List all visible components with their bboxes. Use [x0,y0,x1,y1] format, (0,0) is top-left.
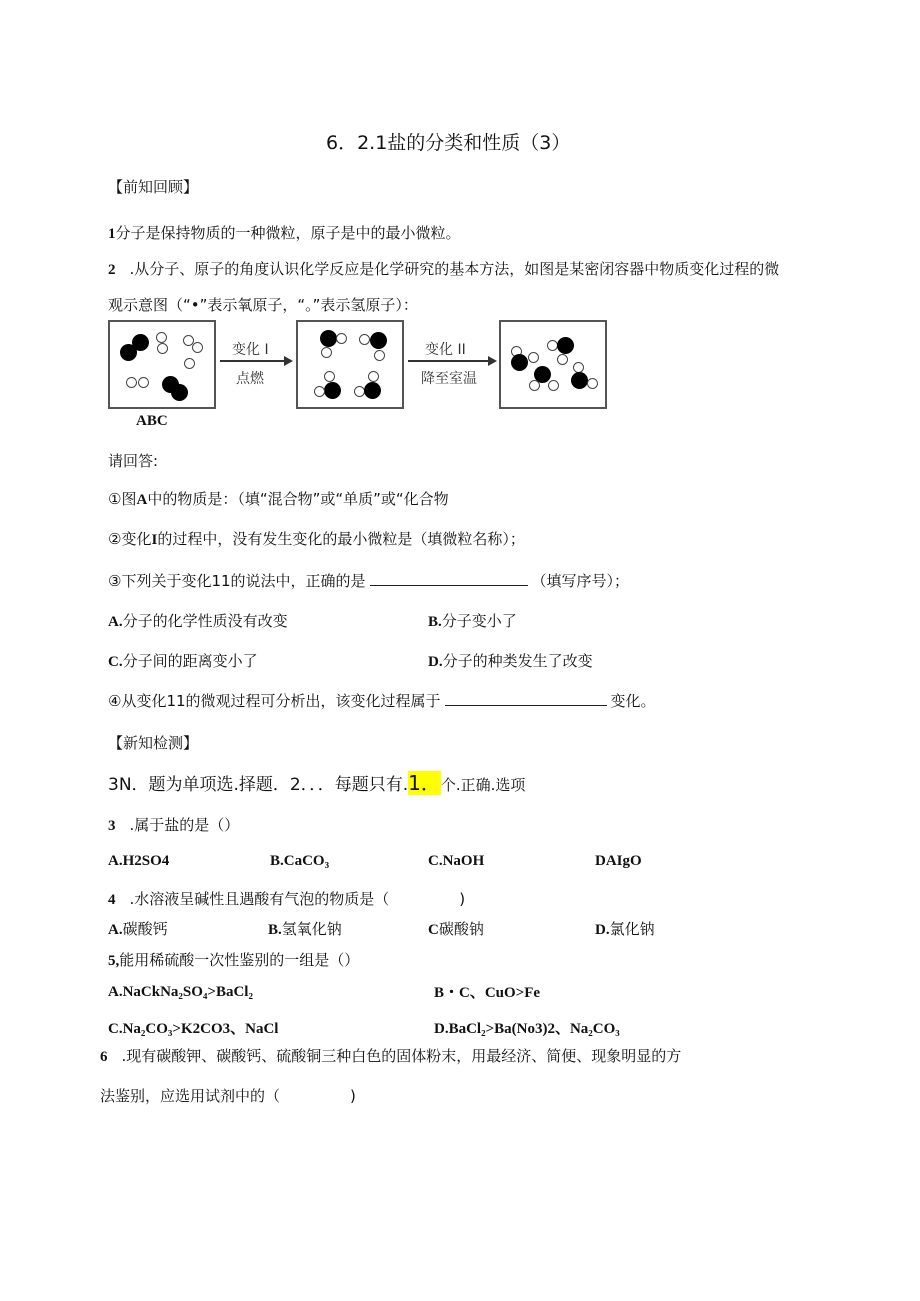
question-text: 能用稀硫酸一次性鉴别的一组是（） [119,951,360,969]
text-post: 中的物质是：（填“混合物”或“单质”或“化合物 [147,490,449,508]
question-6-line2 [100,1086,356,1106]
oxygen-atom [324,382,341,399]
option-q4-a [108,919,168,940]
hydrogen-atom [126,377,137,388]
question-text: 分子是保持物质的一种微粒，原子是中的最小微粒。 [115,224,461,242]
section-heading-check: 【新知检测】 [108,734,199,752]
question-close-paren: ) [459,890,466,908]
question-text: .水溶液呈碱性且遇酸有气泡的物质是（ [129,890,390,908]
question-number: 5, [108,953,120,969]
diagram-label: ABC [136,413,168,429]
text-bold: I [151,532,158,548]
question-number: 6 [100,1049,108,1065]
hydrogen-atom [157,343,168,354]
hydrogen-atom [548,380,559,391]
hydrogen-atom [359,334,370,345]
question-3 [108,815,239,836]
option-q3-d: DAIgO [595,853,642,869]
text-pre: 图 [121,490,137,508]
question-text: .属于盐的是（） [129,816,240,834]
page-title: 6．2.1盐的分类和性质（3） [326,132,571,154]
question-2-line1 [108,259,779,280]
question-number: 1 [108,226,116,242]
hydrogen-atom [374,350,385,361]
option-3c [108,651,258,672]
option-text: 分子间的距离变小了 [122,652,258,670]
question-text: .从分子、原子的角度认识化学反应是化学研究的基本方法，如图是某密闭容器中物质变化过程的微 [129,260,780,278]
question-number: 2 [108,262,116,278]
option-q3-c: C.NaOH [428,853,485,869]
option-3a [108,611,288,632]
option-key: A. [108,922,123,938]
hydrogen-atom [557,354,568,365]
section-heading-review: 【前知回顾】 [108,178,199,196]
option-key: D. [595,922,610,938]
arrow-1-head-icon [284,356,293,366]
answer-blank[interactable] [445,691,607,706]
instruction-text: 3N．题为单项选.择题．2．．．每题只有. [108,775,409,795]
circled-number: ② [108,530,122,548]
hydrogen-atom [368,371,379,382]
highlighted-number: 1． [408,771,441,795]
option-q5-a: A.NaCkNa₂SO₄>BaCl₂ [108,984,253,1000]
option-text: 碳酸钠 [438,920,484,938]
option-3b [428,611,517,632]
diagram-box-a [108,320,216,409]
sub-question-1 [108,489,449,510]
arrow-2-label-bottom: 降至室温 [421,371,477,387]
option-key: C [428,922,439,938]
arrow-2-label-top: 变化 II [425,342,466,358]
text-bold: A [136,492,148,508]
option-key: D. [428,654,443,670]
question-2-line2: 观示意图（“•”表示氧原子，“。”表示氢原子）： [108,296,418,314]
hydrogen-atom [192,342,203,353]
hydrogen-atom [184,358,195,369]
text-post: 的过程中，没有发生变化的最小微粒是（填微粒名称）； [157,530,525,548]
option-text: 分子的种类发生了改变 [442,652,593,670]
question-6-line1 [100,1046,681,1067]
option-q4-c [428,919,484,940]
text-pre: 从变化11的微观过程可分析出，该变化过程属于 [121,692,441,710]
arrow-1-label-bottom: 点燃 [236,371,264,387]
option-q3-a: A.H2SO4 [108,853,170,869]
text-pre: 变化 [121,530,152,548]
question-5 [108,950,359,971]
arrow-2-line [408,360,488,362]
text-post: （填写序号）； [531,572,630,590]
text-post: 变化。 [610,692,656,710]
oxygen-atom [171,384,188,401]
sub-question-3 [108,571,629,591]
arrow-1-label-top: 变化 I [232,342,269,358]
hydrogen-atom [336,333,347,344]
text-pre: 下列关于变化11的说法中，正确的是 [121,572,366,590]
instructions [108,772,525,796]
question-close-paren: ) [350,1087,356,1105]
diagram-box-b [296,320,404,409]
option-text: 氯化钠 [609,920,655,938]
option-key: A. [108,614,123,630]
question-text: .现有碳酸钾、碳酸钙、硫酸铜三种白色的固体粉末，用最经济、简便、现象明显的方 [121,1047,682,1065]
circled-number: ① [108,490,122,508]
option-q5-b: B・C、CuO>Fe [434,985,541,1001]
option-key: B. [428,614,442,630]
hydrogen-atom [528,352,539,363]
option-q3-b: B.CaCO₃ [270,853,330,869]
oxygen-atom [557,337,574,354]
option-q5-d: D.BaCl₂>Ba(No3)2、Na₂CO₃ [434,1021,620,1037]
question-4 [108,889,465,910]
hydrogen-atom [324,371,335,382]
sub-question-4 [108,691,656,711]
question-text: 法鉴别，应选用试剂中的（ [100,1087,281,1105]
hydrogen-atom [156,332,167,343]
oxygen-atom [320,330,337,347]
question-1 [108,223,461,244]
option-q4-d [595,919,655,940]
option-q5-c: C.Na₂CO₃>K2CO3、NaCl [108,1021,279,1037]
hydrogen-atom [321,347,332,358]
answer-blank[interactable] [370,571,528,586]
option-key: B. [268,922,282,938]
oxygen-atom [370,332,387,349]
hydrogen-atom [138,377,149,388]
circled-number: ③ [108,572,122,590]
oxygen-atom [511,354,528,371]
oxygen-atom [364,382,381,399]
hydrogen-atom [587,378,598,389]
question-number: 3 [108,818,116,834]
oxygen-atom [132,334,149,351]
option-text: 分子变小了 [441,612,517,630]
option-text: 碳酸钙 [122,920,168,938]
question-number: 4 [108,892,116,908]
option-key: C. [108,654,123,670]
option-3d [428,651,593,672]
circled-number: ④ [108,692,122,710]
option-text: 分子的化学性质没有改变 [122,612,288,630]
hydrogen-atom [314,386,325,397]
option-text: 氢氧化钠 [281,920,342,938]
arrow-2-head-icon [488,356,497,366]
arrow-1-line [220,360,284,362]
instruction-text-end: 个.正确.选项 [440,776,526,794]
diagram-box-c [499,320,607,409]
sub-question-2 [108,529,525,550]
hydrogen-atom [529,380,540,391]
ask-prompt: 请回答: [108,452,159,470]
option-q4-b [268,919,342,940]
oxygen-atom [571,372,588,389]
